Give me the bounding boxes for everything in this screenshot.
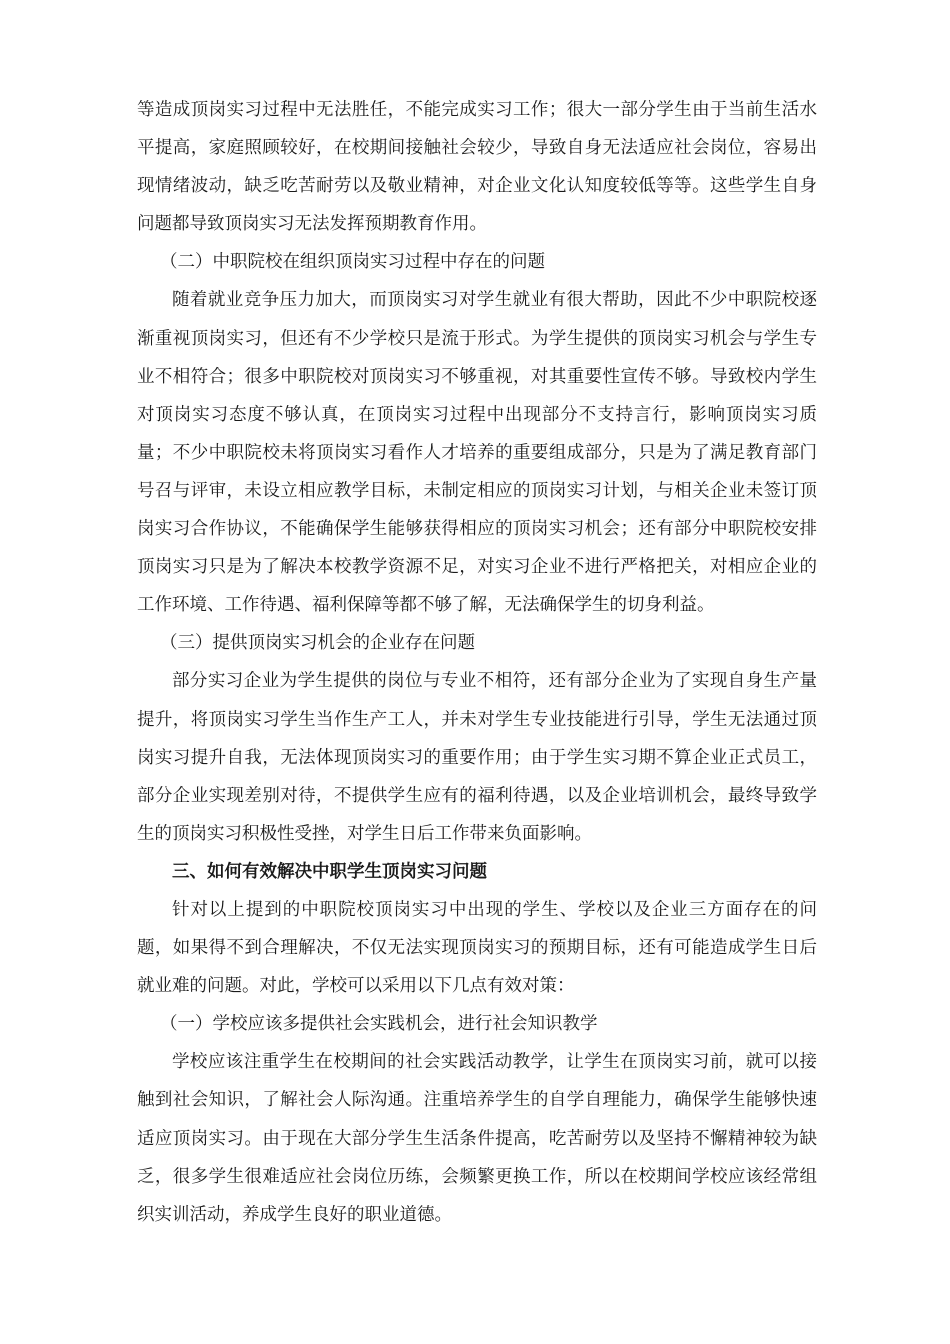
subheading-enterprise-problems: （三）提供顶岗实习机会的企业存在问题 xyxy=(160,633,475,654)
section-heading-solutions: 三、如何有效解决中职学生顶岗实习问题 xyxy=(172,861,487,882)
paragraph-school-problems: 随着就业竞争压力加大，而顶岗实习对学生就业有很大帮助，因此不少中职院校逐渐重视顶岗实习，但还有不少学校只是流于形式。为学生提供的顶岗实习机会与学生专业不相符合；很多中职院校对顶岗实习不够重视，对其重要性宣传不够。导致校内学生对顶岗实习态度不够认真，在顶岗实习过程中出现部分不支持言行，影响顶岗实习质量；不少中职院校未将顶岗实习看作人才培养的重要组成部分，只是为了满足教育部门号召与评审，未设立相应教学目标，未制定相应的顶岗实习计划，与相关企业未签订顶岗实习合作协议，不能确保学生能够获得相应的顶岗实习机会；还有部分中职院校安排顶岗实习只是为了解决本校教学资源不足，对实习企业不进行严格把关，对相应企业的工作环境、工作待遇、福利保障等都不够了解，无法确保学生的切身利益。 xyxy=(137,290,817,616)
paragraph-student-problems: 等造成顶岗实习过程中无法胜任，不能完成实习工作；很大一部分学生由于当前生活水平提高，家庭照顾较好，在校期间接触社会较少，导致自身无法适应社会岗位，容易出现情绪波动，缺乏吃苦耐劳以及敬业精神，对企业文化认知度较低等等。这些学生自身问题都导致顶岗实习无法发挥预期教育作用。 xyxy=(137,100,817,235)
paragraph-social-practice: 学校应该注重学生在校期间的社会实践活动教学，让学生在顶岗实习前，就可以接触到社会知识，了解社会人际沟通。注重培养学生的自学自理能力，确保学生能够快速适应顶岗实习。由于现在大部分学生生活条件提高，吃苦耐劳以及坚持不懈精神较为缺乏，很多学生很难适应社会岗位历练，会频繁更换工作，所以在校期间学校应该经常组织实训活动，养成学生良好的职业道德。 xyxy=(137,1052,817,1225)
paragraph-enterprise-problems: 部分实习企业为学生提供的岗位与专业不相符，还有部分企业为了实现自身生产量提升，将顶岗实习学生当作生产工人，并未对学生专业技能进行引导，学生无法通过顶岗实习提升自我，无法体现顶岗实习的重要作用；由于学生实习期不算企业正式员工，部分企业实现差别对待，不提供学生应有的福利待遇，以及企业培训机会，最终导致学生的顶岗实习积极性受挫，对学生日后工作带来负面影响。 xyxy=(137,671,817,844)
paragraph-solutions-intro: 针对以上提到的中职院校顶岗实习中出现的学生、学校以及企业三方面存在的问题，如果得不到合理解决，不仅无法实现顶岗实习的预期目标，还有可能造成学生日后就业难的问题。对此，学校可以采用以下几点有效对策： xyxy=(137,899,817,997)
document-body xyxy=(137,91,817,1234)
subheading-social-practice: （一）学校应该多提供社会实践机会，进行社会知识教学 xyxy=(160,1014,598,1035)
subheading-school-problems: （二）中职院校在组织顶岗实习过程中存在的问题 xyxy=(160,252,545,273)
